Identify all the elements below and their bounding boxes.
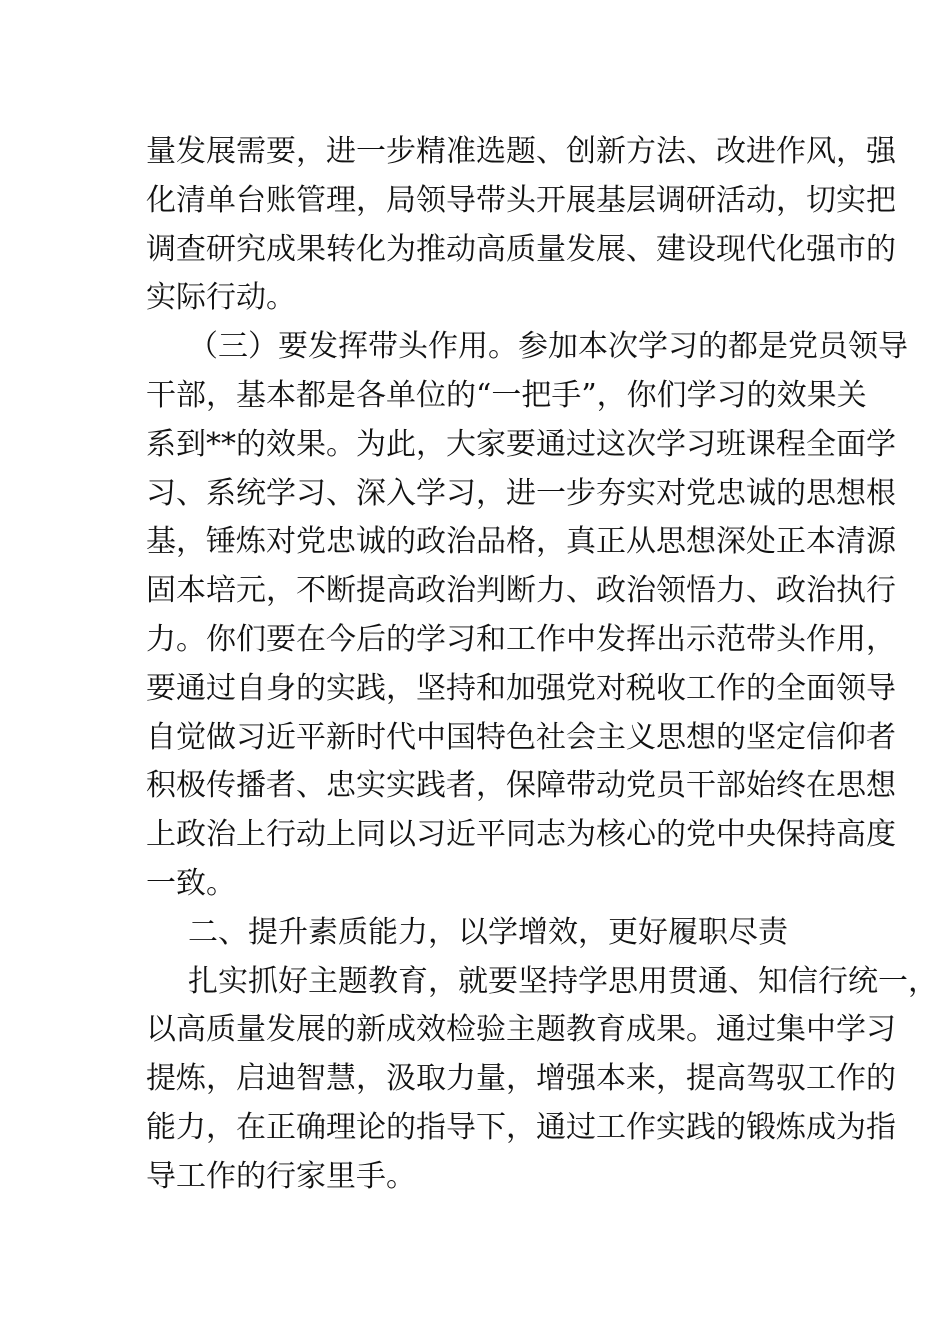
- text-line: 习、系统学习、深入学习，进一步夯实对党忠诚的思想根: [146, 475, 896, 511]
- body-text: [146, 128, 938, 1202]
- text-line: 上政治上行动上同以习近平同志为核心的党中央保持高度: [146, 817, 896, 853]
- text-line: 干部，基本都是各单位的“一把手”，你们学习的效果关: [146, 377, 867, 413]
- text-line: 要通过自身的实践，坚持和加强党对税收工作的全面领导: [146, 670, 896, 706]
- text-line: 化清单台账管理，局领导带头开展基层调研活动，切实把: [146, 182, 896, 218]
- text-line: 导工作的行家里手。: [146, 1158, 416, 1194]
- text-line: 系到**的效果。为此，大家要通过这次学习班课程全面学: [146, 426, 896, 462]
- text-line: 扎实抓好主题教育，就要坚持学思用贯通、知信行统一，: [188, 963, 938, 999]
- text-line: 调查研究成果转化为推动高质量发展、建设现代化强市的: [146, 231, 896, 267]
- text-line: 量发展需要，进一步精准选题、创新方法、改进作风，强: [146, 134, 896, 169]
- text-line: （三）要发挥带头作用。参加本次学习的都是党员领导: [188, 329, 908, 365]
- text-line: 以高质量发展的新成效检验主题教育成果。通过集中学习: [146, 1012, 896, 1048]
- text-line: 积极传播者、忠实实践者，保障带动党员干部始终在思想: [146, 768, 896, 804]
- text-line: 一致。: [146, 865, 236, 901]
- text-line: 固本培元，不断提高政治判断力、政治领悟力、政治执行: [146, 573, 896, 609]
- section-heading: 二、提升素质能力，以学增效，更好履职尽责: [188, 914, 788, 950]
- text-line: 自觉做习近平新时代中国特色社会主义思想的坚定信仰者: [146, 719, 896, 755]
- text-line: 提炼，启迪智慧，汲取力量，增强本来，提高驾驭工作的: [146, 1061, 896, 1097]
- text-line: 能力，在正确理论的指导下，通过工作实践的锻炼成为指: [146, 1109, 896, 1145]
- text-line: 基，锤炼对党忠诚的政治品格，真正从思想深处正本清源: [146, 524, 896, 560]
- text-line: 实际行动。: [146, 280, 296, 316]
- text-line: 力。你们要在今后的学习和工作中发挥出示范带头作用，: [146, 621, 896, 657]
